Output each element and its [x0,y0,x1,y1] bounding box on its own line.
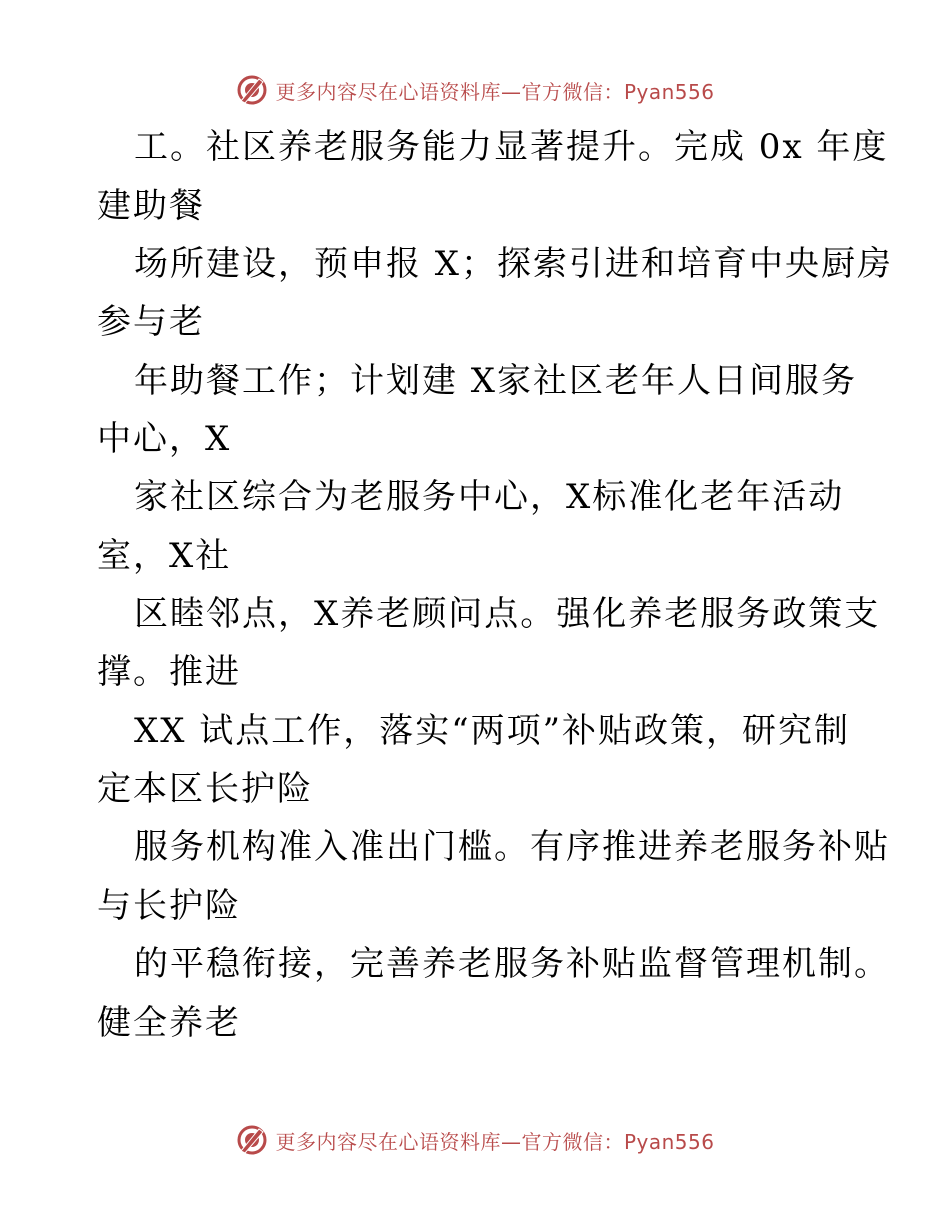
body-line: 参与老 [97,302,205,342]
body-line: 区睦邻点，X养老顾问点。强化养老服务政策支 [134,594,881,634]
header-banner-inner [235,73,714,107]
footer-banner-inner [235,1123,714,1157]
body-line: 室，X社 [97,536,232,576]
body-line: 撑。推进 [97,652,241,692]
body-line: 建助餐 [97,186,205,226]
body-line: 服务机构准入准出门槛。有序推进养老服务补贴 [134,827,890,867]
pen-circle-logo-icon [235,73,269,107]
header-banner-text: 更多内容尽在心语资料库—官方微信：Pyan556 [275,79,715,104]
footer-banner-text: 更多内容尽在心语资料库—官方微信：Pyan556 [275,1129,715,1154]
body-line: 与长护险 [97,886,241,926]
body-line: 工。社区养老服务能力显著提升。完成 0x 年度 [134,127,889,167]
header-banner [0,70,950,110]
body-line: 健全养老 [97,1003,241,1043]
footer-banner [0,1120,950,1160]
body-line: 定本区长护险 [97,769,313,809]
body-line: 中心，X [97,419,232,459]
body-line: 场所建设，预申报 X；探索引进和培育中央厨房 [134,244,894,284]
body-line: 年助餐工作；计划建 X家社区老年人日间服务 [134,361,858,401]
body-line: XX 试点工作，落实“两项”补贴政策，研究制 [134,711,850,751]
body-line: 家社区综合为老服务中心，X标准化老年活动 [134,477,845,517]
body-line: 的平稳衔接，完善养老服务补贴监督管理机制。 [134,944,890,984]
pen-circle-logo-icon [235,1123,269,1157]
